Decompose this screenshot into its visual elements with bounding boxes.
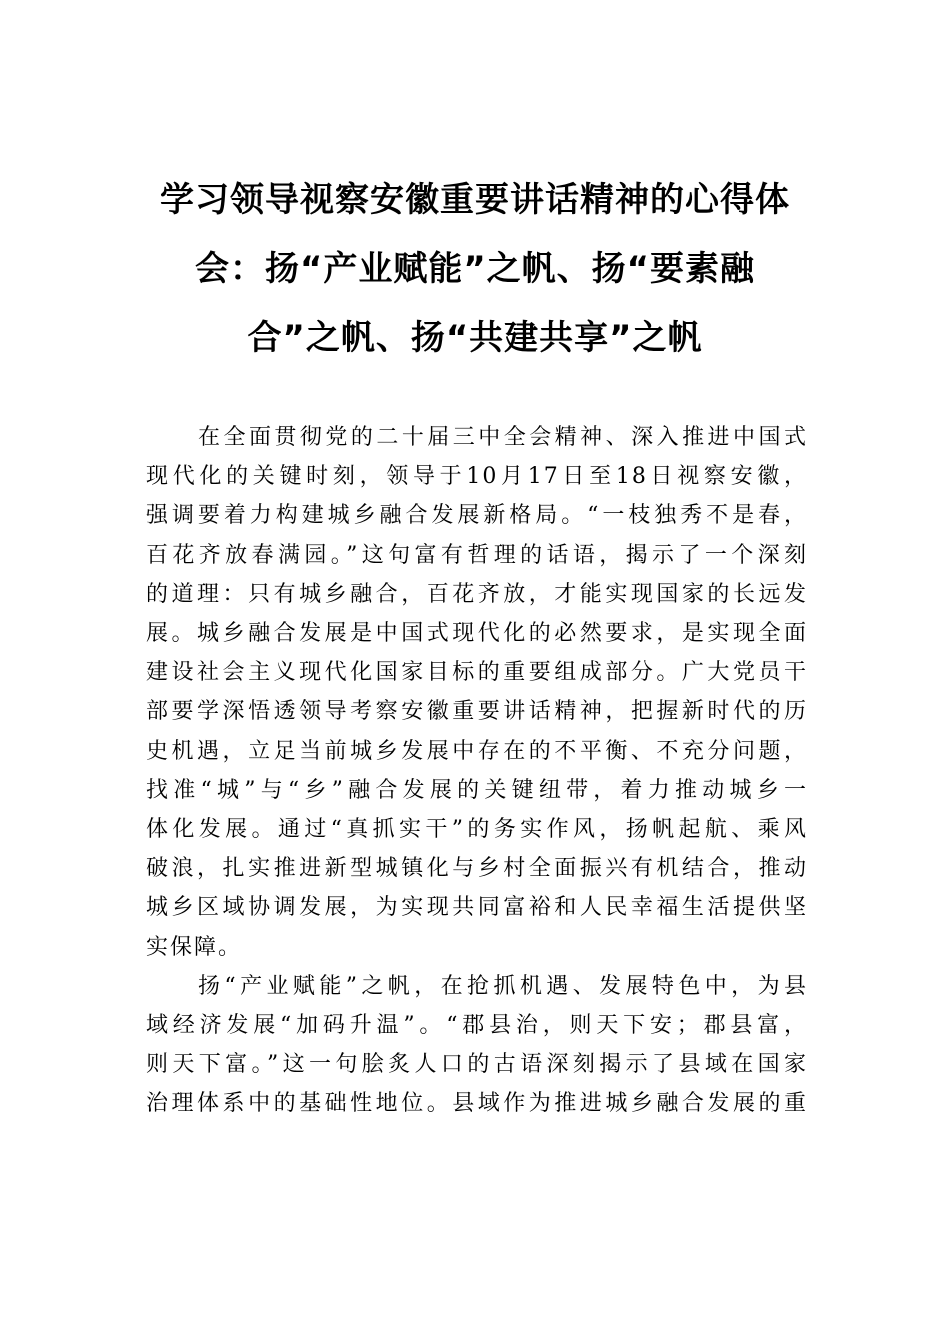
paragraph-line: 实保障。 xyxy=(146,934,243,960)
paragraph-line: 城乡区域协调发展，为实现共同富裕和人民幸福生活提供坚 xyxy=(146,895,808,921)
paragraph-line: 的道理：只有城乡融合，百花齐放，才能实现国家的长远发 xyxy=(146,581,808,607)
paragraph-2 xyxy=(146,967,808,1124)
paragraph-line: 史机遇，立足当前城乡发展中存在的不平衡、不充分问题， xyxy=(146,738,808,764)
paragraph-line: 建设社会主义现代化国家目标的重要组成部分。广大党员干 xyxy=(146,660,808,686)
paragraph-line: 破浪，扎实推进新型城镇化与乡村全面振兴有机结合，推动 xyxy=(146,856,808,882)
paragraph-line: 治理体系中的基础性地位。县域作为推进城乡融合发展的重 xyxy=(146,1091,808,1117)
title-line: 合”之帆、扬“共建共享”之帆 xyxy=(247,318,703,358)
paragraph-line: 展。城乡融合发展是中国式现代化的必然要求，是实现全面 xyxy=(146,621,808,647)
paragraph-line: 扬“产业赋能”之帆，在抢抓机遇、发展特色中，为县 xyxy=(198,973,808,999)
paragraph-line: 现代化的关键时刻，领导于10月17日至18日视察安徽， xyxy=(146,464,808,490)
paragraph-line: 域经济发展“加码升温”。“郡县治，则天下安；郡县富， xyxy=(146,1013,808,1039)
paragraph-line: 百花齐放春满园。”这句富有哲理的话语，揭示了一个深刻 xyxy=(146,542,808,568)
paragraph-line: 在全面贯彻党的二十届三中全会精神、深入推进中国式 xyxy=(198,425,808,450)
paragraph-1 xyxy=(146,418,808,967)
paragraph-line: 部要学深悟透领导考察安徽重要讲话精神，把握新时代的历 xyxy=(146,699,808,725)
title-line: 学习领导视察安徽重要讲话精神的心得体 xyxy=(160,180,790,220)
document-body xyxy=(146,418,808,1124)
title-line: 会：扬“产业赋能”之帆、扬“要素融 xyxy=(194,249,756,289)
document-title xyxy=(140,166,810,373)
paragraph-line: 强调要着力构建城乡融合发展新格局。“一枝独秀不是春， xyxy=(146,503,808,529)
paragraph-line: 则天下富。”这一句脍炙人口的古语深刻揭示了县域在国家 xyxy=(146,1052,808,1078)
paragraph-line: 体化发展。通过“真抓实干”的务实作风，扬帆起航、乘风 xyxy=(146,817,808,843)
paragraph-line: 找准“城”与“乡”融合发展的关键纽带，着力推动城乡一 xyxy=(146,777,808,803)
